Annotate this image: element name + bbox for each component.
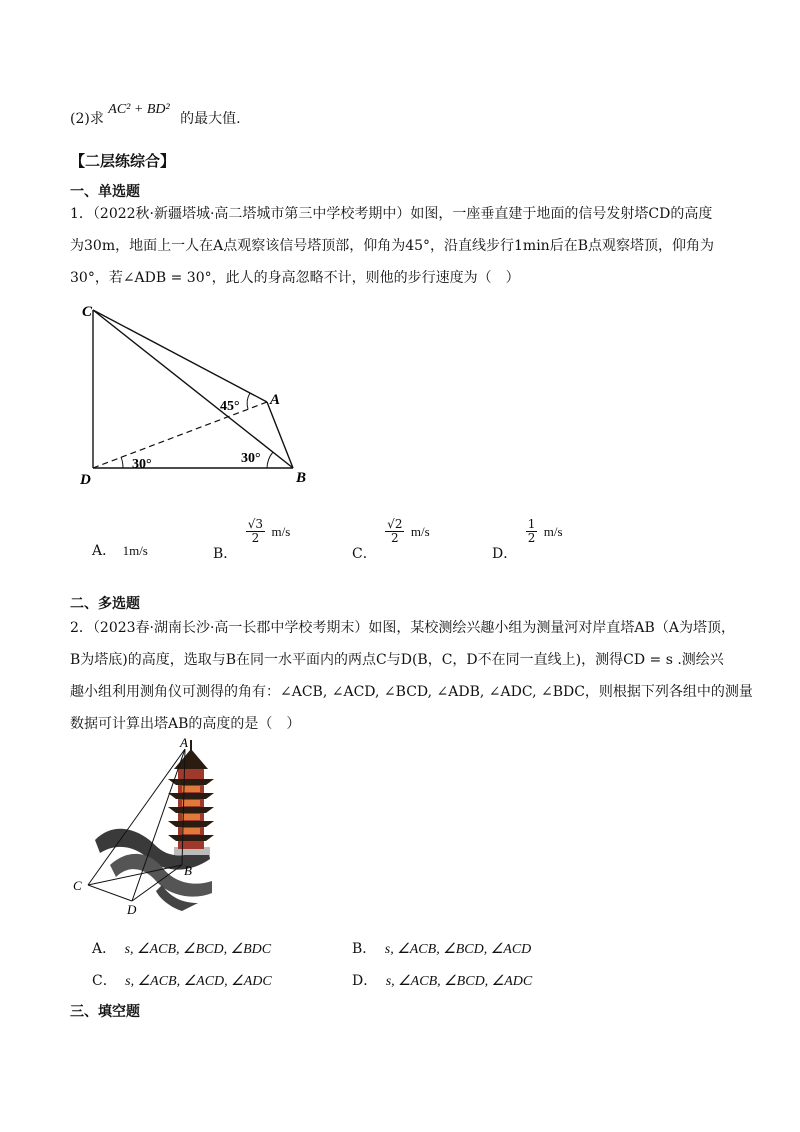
label-b: B: [296, 470, 307, 486]
fill-blank-heading: 三、填空题: [70, 1004, 140, 1020]
label-c: C: [82, 304, 93, 320]
q1-option-c[interactable]: [352, 517, 430, 562]
label-d: D: [127, 902, 137, 915]
option-d-numerator: 1: [527, 517, 536, 531]
option-c-label: C．: [352, 545, 377, 562]
option-b-fraction: [246, 518, 265, 545]
q1-line-3: 30°，若∠ADB = 30°，此人的身高忽略不计，则他的步行速度为（ ）: [70, 270, 520, 286]
multi-choice-heading: 二、多选题: [70, 596, 140, 612]
option-c-numerator: √2: [387, 517, 403, 531]
q2-line-3: 趣小组利用测角仪可测得的角有：∠ACB, ∠ACD, ∠BCD, ∠ADB, ∠ADC, ∠BDC，则根据下列各组中的测量: [70, 684, 753, 700]
single-choice-heading: 一、单选题: [70, 184, 140, 200]
option-b-numerator: √3: [247, 517, 264, 531]
option-b-label: B．: [213, 545, 238, 562]
option-c-denominator: 2: [390, 531, 399, 546]
q1-option-b[interactable]: [213, 517, 291, 562]
segment-cb: [93, 310, 293, 468]
option-b-unit: m/s: [271, 523, 291, 539]
section-heading: 【二层练综合】: [70, 152, 176, 170]
option-c-value: s, ∠ACB, ∠ACD, ∠ADC: [125, 974, 272, 989]
part2-expression: AC² + BD²: [108, 102, 170, 117]
option-a-value: 1m/s: [122, 543, 148, 558]
option-d-label: D．: [492, 545, 518, 562]
angle-arc-b: [267, 452, 273, 468]
q1-option-a[interactable]: [92, 540, 148, 560]
angle-label-a: 45°: [220, 399, 240, 414]
option-c-fraction: [385, 518, 404, 545]
option-b-denominator: 2: [251, 531, 260, 546]
q1-line-1: 1．（2022秋·新疆塔城·高二塔城市第三中学校考期中）如图，一座垂直建于地面的信号发射塔CD的高度: [70, 206, 713, 222]
angle-label-b: 30°: [241, 451, 261, 466]
part2-suffix: 的最大值.: [180, 111, 241, 127]
angle-arc-d: [121, 457, 123, 468]
option-d-denominator: 2: [527, 531, 536, 546]
q2-line-1: 2．（2023春·湖南长沙·高一长郡中学校考期末）如图，某校测绘兴趣小组为测量河对岸直塔AB（A为塔顶，: [70, 620, 735, 636]
option-d-value: s, ∠ACB, ∠BCD, ∠ADC: [385, 974, 533, 989]
option-b-value: s, ∠ACB, ∠BCD, ∠ACD: [384, 942, 532, 957]
option-c-unit: m/s: [410, 523, 430, 539]
q2-option-a[interactable]: [92, 938, 271, 958]
option-b-label: B．: [352, 941, 377, 957]
angle-arc-a: [247, 393, 250, 409]
label-d: D: [80, 472, 91, 488]
q1-option-d[interactable]: [492, 517, 563, 562]
part2-prefix: (2)求: [70, 111, 104, 127]
pagoda-icon: [168, 740, 214, 855]
label-b: B: [184, 863, 192, 878]
q2-figure: [70, 735, 230, 915]
q2-option-b[interactable]: [352, 938, 531, 958]
part2-line: [70, 102, 241, 128]
label-a: A: [180, 735, 188, 750]
option-d-fraction: [526, 518, 538, 545]
option-a-label: A．: [92, 941, 117, 957]
angle-label-d: 30°: [132, 457, 152, 472]
label-a: A: [270, 392, 281, 408]
option-a-label: A．: [92, 543, 117, 559]
q2-line-2: B为塔底)的高度，选取与B在同一水平面内的两点C与D(B，C，D不在同一直线上)，测得CD = s .测绘兴: [70, 652, 724, 668]
option-a-value: s, ∠ACB, ∠BCD, ∠BDC: [124, 942, 272, 957]
option-d-label: D．: [352, 973, 378, 989]
segment-cd: [88, 885, 132, 901]
option-c-label: C．: [92, 973, 117, 989]
segment-ca: [93, 310, 267, 402]
q2-option-c[interactable]: [92, 970, 272, 990]
q1-figure: [70, 298, 330, 490]
q2-option-d[interactable]: [352, 970, 532, 990]
q2-line-4: 数据可计算出塔AB的高度的是（ ）: [70, 716, 301, 732]
option-d-unit: m/s: [543, 523, 563, 539]
label-c: C: [73, 878, 82, 893]
q1-line-2: 为30m，地面上一人在A点观察该信号塔顶部，仰角为45°，沿直线步行1min后在B点观察塔顶，仰角为: [70, 238, 714, 254]
